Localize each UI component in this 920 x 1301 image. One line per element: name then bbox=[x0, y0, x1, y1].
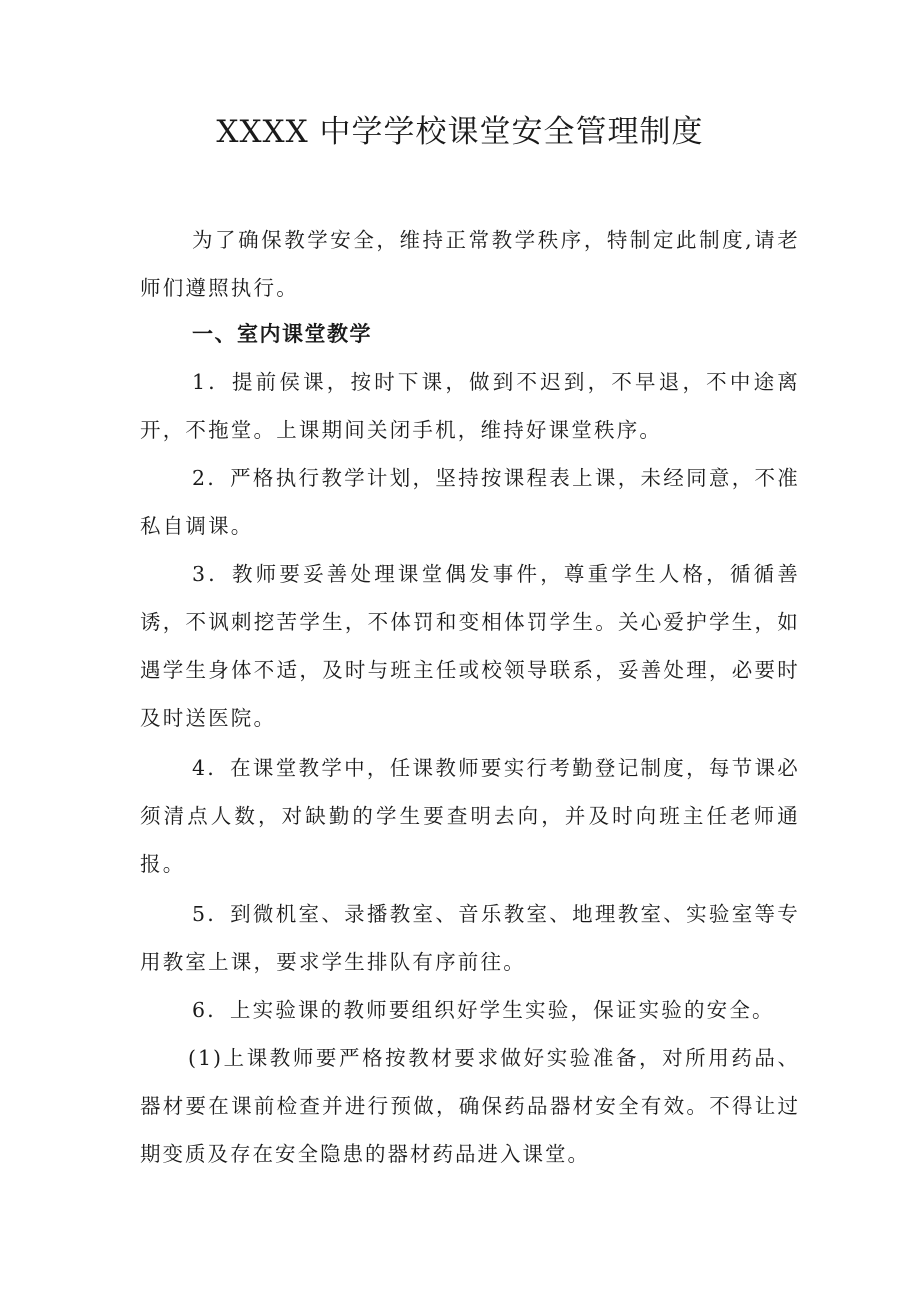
rule-item-2: 2．严格执行教学计划，坚持按课程表上课，未经同意，不准私自调课。 bbox=[140, 466, 800, 538]
rule-subitem-1: (1)上课教师要严格按教材要求做好实验准备，对所用药品、器材要在课前检查并进行预做，确保药品器材安全有效。不得让过期变质及存在安全隐患的器材药品进入课堂。 bbox=[140, 1046, 800, 1166]
section-heading: 一、室内课堂教学 bbox=[192, 322, 372, 346]
rule-item-3: 3．教师要妥善处理课堂偶发事件，尊重学生人格，循循善诱，不讽刺挖苦学生，不体罚和变相体罚学生。关心爱护学生，如遇学生身体不适，及时与班主任或校领导联系，妥善处理，必要时及时送医院。 bbox=[140, 562, 800, 730]
rule-item-1: 1．提前侯课，按时下课，做到不迟到，不早退，不中途离开，不拖堂。上课期间关闭手机，维持好课堂秩序。 bbox=[140, 370, 800, 442]
document-title: XXXX 中学学校课堂安全管理制度 bbox=[216, 114, 704, 150]
rule-item-6: 6．上实验课的教师要组织好学生实验，保证实验的安全。 bbox=[192, 998, 775, 1022]
rule-item-4: 4．在课堂教学中，任课教师要实行考勤登记制度，每节课必须清点人数，对缺勤的学生要查明去向，并及时向班主任老师通报。 bbox=[140, 756, 800, 876]
intro-paragraph: 为了确保教学安全，维持正常教学秩序，特制定此制度,请老师们遵照执行。 bbox=[140, 228, 800, 300]
rule-item-5: 5．到微机室、录播教室、音乐教室、地理教室、实验室等专用教室上课，要求学生排队有序前往。 bbox=[140, 902, 800, 974]
